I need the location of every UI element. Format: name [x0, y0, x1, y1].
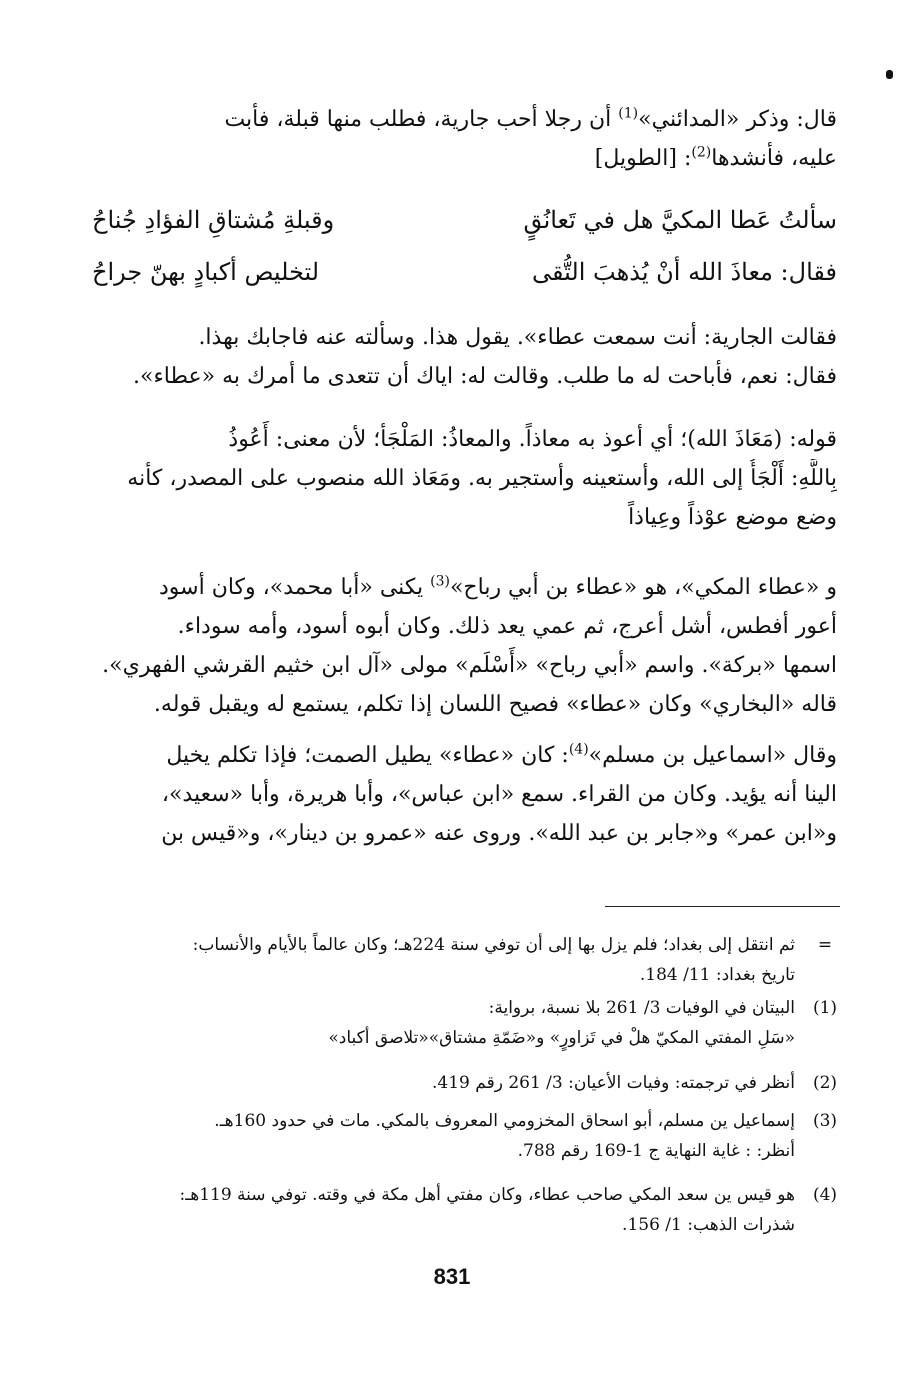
text-line: وقال «اسماعيل بن مسلم»$^{(4)}$: كان «عطاء» يطيل الصمت؛ فإذا تكلم يخيل — [166, 741, 837, 768]
verse-second-hemistich: لتخليص أكبادٍ بهنّ جراحُ — [92, 258, 320, 286]
footnote-line: أنظر في ترجمته: وفيات الأعيان: 3/ 261 رقم 419. — [432, 1073, 795, 1093]
footnote — [110, 1106, 845, 1166]
paragraph-intro — [92, 100, 837, 178]
verse-line — [92, 206, 837, 248]
text-line: و«ابن عمر» و«جابر بن عبد الله». وروى عنه «عمرو بن دينار»، و«قيس بن — [161, 821, 837, 846]
footnote-line: البيتان في الوفيات 3/ 261 بلا نسبة، برواية: — [488, 998, 795, 1018]
text-line: وضع موضع عوْذاً وعِياذاً — [628, 505, 837, 530]
footnote-line: تاريخ بغداد: 11/ 184. — [639, 965, 795, 985]
footnote-ref[interactable]: (1) — [618, 105, 639, 122]
footnote-ref[interactable]: (2) — [691, 144, 712, 161]
footnote-number: (1) — [812, 998, 838, 1018]
paragraph-ismail — [92, 736, 837, 853]
footnote — [110, 930, 845, 990]
verse-line — [92, 258, 837, 300]
paragraph-biography — [92, 568, 837, 724]
footnote-line: أنظر: : غاية النهاية ج 1-169 رقم 788. — [517, 1141, 795, 1161]
footnote-line: ثم انتقل إلى بغداد؛ فلم يزل بها إلى أن توفي سنة 224هـ؛ وكان عالماً بالأيام والأنساب: — [192, 935, 795, 955]
paragraph-dialogue — [92, 318, 837, 396]
footnote-number: = — [817, 935, 833, 955]
footnote-number: (4) — [812, 1185, 838, 1205]
footnote — [110, 1180, 845, 1240]
text-line: و «عطاء المكي»، هو «عطاء بن أبي رباح»$^{(3)}$ يكنى «أبا محمد»، وكان أسود — [159, 573, 837, 600]
text-line: فقالت الجارية: أنت سمعت عطاء». يقول هذا. وسألته عنه فاجابك بهذا. — [198, 325, 837, 350]
footnote-line: إسماعيل ين مسلم، أبو اسحاق المخزومي المعروف بالمكي. مات في حدود 160هـ. — [214, 1111, 795, 1131]
page-number: 831 — [433, 1264, 471, 1289]
footnote-ref[interactable]: (4) — [568, 741, 589, 758]
text-line: بِاللَّهِ: أَلْجَأُ إلى الله، وأستعينه وأستجير به. ومَعَاذ الله منصوب على المصدر، كأنه — [127, 466, 837, 491]
footnote-line: شذرات الذهب: 1/ 156. — [622, 1215, 795, 1235]
verse-second-hemistich: وقبلةِ مُشتاقِ الفؤادِ جُناحُ — [92, 206, 335, 234]
text-line: الينا أنه يؤيد. وكان من القراء. سمع «ابن عباس»، وأبا هريرة، وأبا «سعيد»، — [161, 782, 837, 807]
footnote — [110, 993, 845, 1053]
text-line: فقال: نعم، فأباحت له ما طلب. وقالت له: اياك أن تتعدى ما أمرك به «عطاء». — [133, 364, 837, 389]
text-line: قوله: (مَعَاذَ الله)؛ أي أعوذ به معاذاً. والمعاذُ: المَلْجَأ؛ لأن معنى: أَعُوذُ — [228, 427, 837, 452]
text-line: عليه، فأنشدها$^{(2)}$: [الطويل] — [594, 144, 837, 171]
footnote-separator — [605, 906, 840, 907]
footnote — [110, 1068, 845, 1098]
paragraph-definition — [92, 420, 837, 537]
verse-first-hemistich: فقال: معاذَ الله أنْ يُذهبَ التُّقى — [532, 258, 837, 286]
text-line: قاله «البخاري» وكان «عطاء» فصيح اللسان إذا تكلم، يستمع له ويقبل قوله. — [153, 692, 837, 717]
text-line: اسمها «بركة». واسم «أبي رباح» «أَسْلَم» مولى «آل ابن خثيم القرشي الفهري». — [102, 653, 837, 678]
verse-first-hemistich: سألتُ عَطا المكيَّ هل في تَعانُقٍ — [523, 206, 837, 234]
footnote-number: (2) — [812, 1073, 838, 1093]
text-line: قال: وذكر «المدائني»$^{(1)}$ أن رجلا أحب جارية، فطلب منها قبلة، فأبت — [224, 105, 837, 132]
footnote-number: (3) — [812, 1111, 838, 1131]
footnote-line: هو قيس ين سعد المكي صاحب عطاء، وكان مفتي أهل مكة في وقته. توفي سنة 119هـ: — [179, 1185, 795, 1205]
footnote-line: «سَلِ المفتي المكيّ هلْ في تَزاورٍ» و«ضَمّةِ مشتاق»«تلاصق أكباد» — [328, 1028, 795, 1048]
footnote-ref[interactable]: (3) — [430, 573, 450, 590]
text-line: أعور أفطس، أشل أعرج، ثم عمي يعد ذلك. وكان أبوه أسود، وأمه سوداء. — [177, 614, 837, 639]
margin-dot — [886, 70, 893, 79]
